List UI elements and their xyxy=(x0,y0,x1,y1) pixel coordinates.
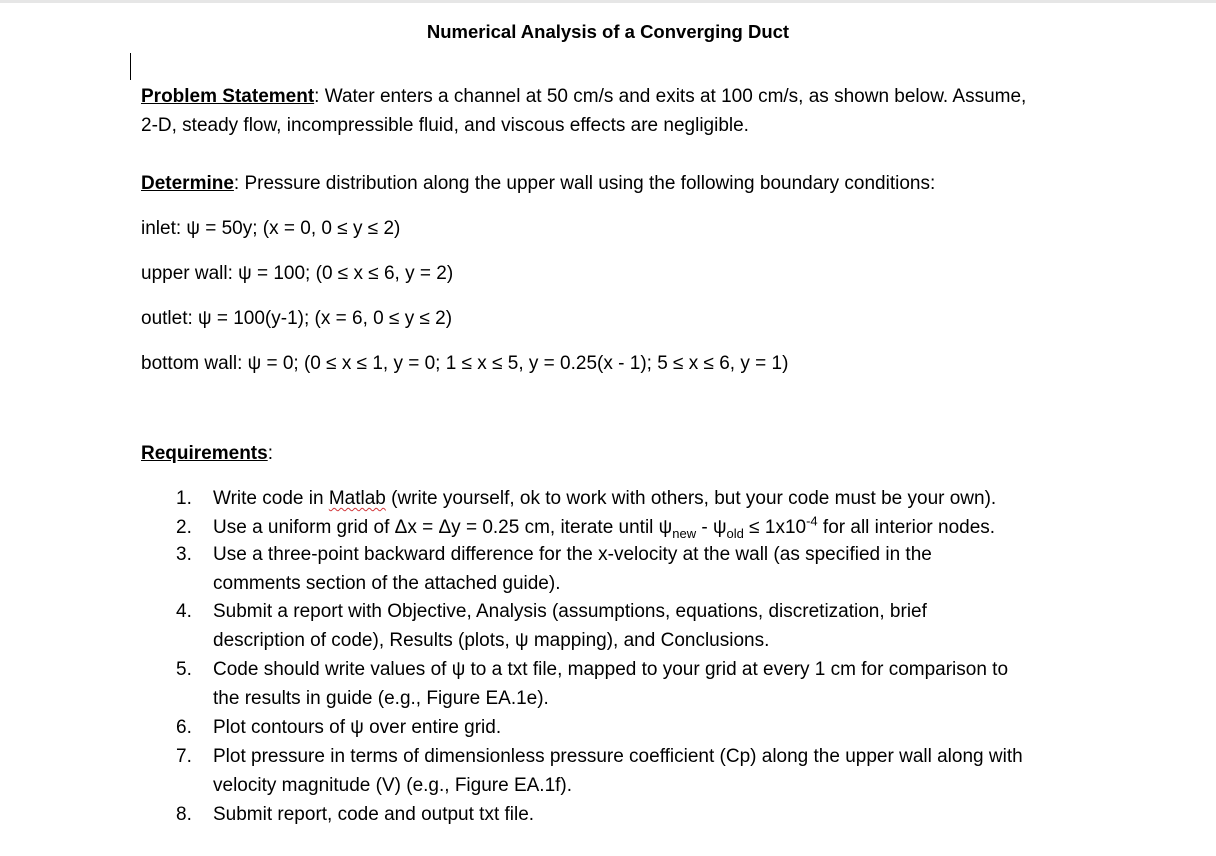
requirement-text-part: Use a uniform grid of Δx = Δy = 0.25 cm, iterate until ψ xyxy=(213,517,673,538)
requirements-colon: : xyxy=(267,443,273,464)
requirement-line: description of code), Results (plots, ψ mapping), and Conclusions. xyxy=(213,630,770,651)
requirement-text-part: for all interior nodes. xyxy=(817,517,996,538)
requirements-label: Requirements xyxy=(141,443,268,464)
boundary-condition-outlet: outlet: ψ = 100(y-1); (x = 6, 0 ≤ y ≤ 2) xyxy=(141,308,453,329)
requirement-text-part: - ψ xyxy=(696,517,727,538)
problem-statement-line-1: Water enters a channel at 50 cm/s and exits at 100 cm/s, as shown below. Assume, xyxy=(319,86,1027,107)
requirement-text xyxy=(213,655,1093,713)
list-number: 3. xyxy=(176,544,192,565)
requirements-heading xyxy=(141,439,1081,468)
requirement-line: the results in guide (e.g., Figure EA.1e). xyxy=(213,688,549,709)
determine-text: Pressure distribution along the upper wall using the following boundary conditions: xyxy=(239,173,936,194)
list-number: 6. xyxy=(176,717,192,738)
boundary-condition-bottom-wall: bottom wall: ψ = 0; (0 ≤ x ≤ 1, y = 0; 1 ≤ x ≤ 5, y = 0.25(x - 1); 5 ≤ x ≤ 6, y = 1) xyxy=(141,353,789,374)
determine-paragraph xyxy=(141,169,1081,198)
determine-colon: : xyxy=(233,173,240,194)
problem-statement xyxy=(141,82,1081,140)
determine-label: Determine xyxy=(141,173,234,194)
page-title: Numerical Analysis of a Converging Duct xyxy=(426,21,790,42)
requirement-text-part: ≤ 1x10 xyxy=(743,517,807,538)
requirement-text-part: Write code in xyxy=(213,488,329,509)
requirement-text xyxy=(213,742,1093,800)
requirement-text xyxy=(213,484,1093,513)
problem-statement-label: Problem Statement xyxy=(141,86,315,107)
list-number: 5. xyxy=(176,659,192,680)
requirement-line: velocity magnitude (V) (e.g., Figure EA.1f). xyxy=(213,775,573,796)
requirement-text: Submit report, code and output txt file. xyxy=(213,804,535,825)
list-number: 2. xyxy=(176,517,192,538)
requirement-text xyxy=(213,540,1093,598)
list-number: 4. xyxy=(176,601,192,622)
list-number: 7. xyxy=(176,746,192,767)
requirement-line: Plot pressure in terms of dimensionless pressure coefficient (Cp) along the upper wall along with xyxy=(213,746,1023,767)
requirement-text xyxy=(213,513,1093,542)
problem-statement-colon: : xyxy=(314,86,320,107)
requirement-text xyxy=(213,597,1093,655)
list-number: 8. xyxy=(176,804,192,825)
page-top-edge xyxy=(0,0,1216,3)
requirement-line: comments section of the attached guide). xyxy=(213,573,561,594)
problem-statement-line-2: 2-D, steady flow, incompressible fluid, and viscous effects are negligible. xyxy=(141,115,749,136)
boundary-condition-inlet: inlet: ψ = 50y; (x = 0, 0 ≤ y ≤ 2) xyxy=(141,218,401,239)
requirement-text: Plot contours of ψ over entire grid. xyxy=(213,717,502,738)
requirement-line: Submit a report with Objective, Analysis (assumptions, equations, discretization, brief xyxy=(213,601,927,622)
requirement-text-part: (write yourself, ok to work with others, but your code must be your own). xyxy=(385,488,997,509)
spellcheck-flagged-word: Matlab xyxy=(328,488,386,509)
requirement-line: Use a three-point backward difference for the x-velocity at the wall (as specified in the xyxy=(213,544,932,565)
subscript-old: old xyxy=(726,525,744,541)
text-cursor xyxy=(130,53,131,80)
superscript-exponent: -4 xyxy=(806,513,818,529)
boundary-condition-upper-wall: upper wall: ψ = 100; (0 ≤ x ≤ 6, y = 2) xyxy=(141,263,454,284)
list-number: 1. xyxy=(176,488,192,509)
requirement-line: Code should write values of ψ to a txt file, mapped to your grid at every 1 cm for comparison to xyxy=(213,659,1009,680)
subscript-new: new xyxy=(672,525,697,541)
